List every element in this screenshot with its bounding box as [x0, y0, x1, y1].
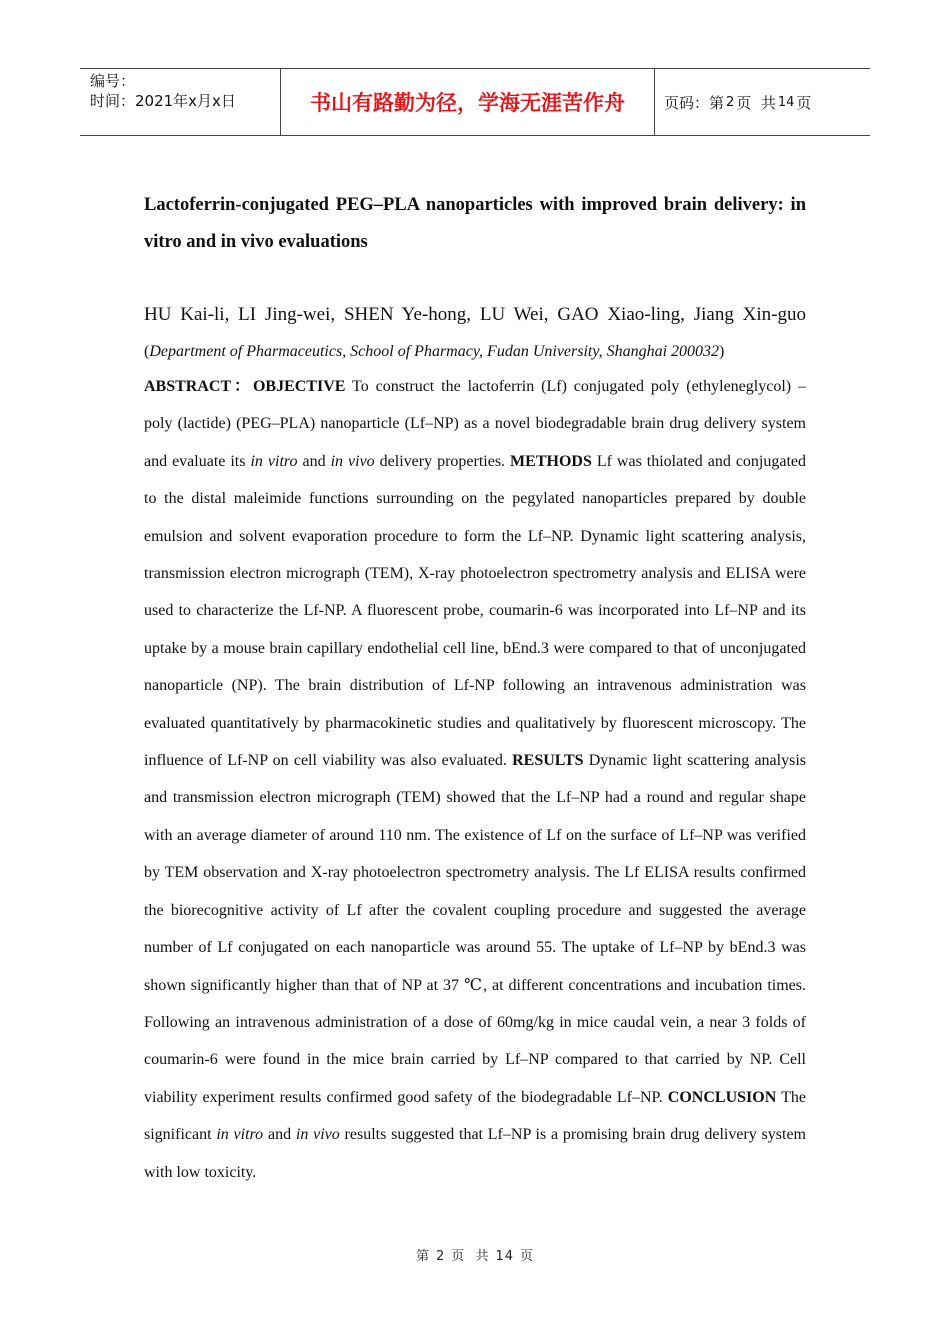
in-vivo-term-1: in vivo: [330, 452, 375, 470]
in-vivo-term-2: in vivo: [295, 1126, 340, 1144]
affiliation-text: Department of Pharmaceutics, School of Pharmacy, Fudan University, Shanghai 200032: [149, 343, 720, 360]
conclusion-text-2: results suggested that Lf–NP is a promising brain drug delivery system with low toxicity.: [144, 1126, 806, 1181]
page-footer: [0, 1245, 950, 1264]
header-page-mid: 页 共: [736, 93, 776, 112]
footer-mid: 页 共: [451, 1249, 490, 1264]
header-page-suffix: 页: [796, 93, 812, 112]
footer-suffix: 页: [520, 1249, 535, 1264]
conclusion-text-1: The significant: [144, 1088, 806, 1144]
paper-authors: HU Kai-li, LI Jing-wei, SHEN Ye-hong, LU Wei, GAO Xiao-ling, Jiang Xin-guo: [144, 304, 806, 325]
affiliation-open-paren: (: [144, 343, 150, 360]
header-page-current: 2: [726, 94, 735, 110]
document-date: 时间：2021年x月x日: [90, 92, 236, 110]
header-page-info: [655, 69, 870, 135]
results-label: RESULTS: [512, 752, 584, 770]
paper-abstract: [144, 368, 806, 1191]
in-vitro-term-2: in vitro: [216, 1126, 264, 1144]
document-number-label: 编号：: [90, 72, 136, 90]
results-text: Dynamic light scattering analysis and transmission electron micrograph (TEM) showed that the Lf–NP had a round and regular shape with an average diameter of around 110 nm. The existence of Lf on the surface of Lf–NP was verified by TEM observation and X-ray photoelectron spectrometry analysis. The Lf ELISA results confirmed the biorecognitive activity of Lf after the covalent coupling procedure and suggested the average number of Lf conjugated on each nanoparticle was around 55. The uptake of Lf–NP by bEnd.3 was shown significantly higher than that of NP at 37 ℃, at different concentrations and incubation times. Following an intravenous administration of a dose of 60mg/kg in mice caudal vein, a near 3 folds of coumarin-6 were found in the mice brain carried by Lf–NP compared to that carried by NP. Cell viability experiment results confirmed good safety of the biodegradable Lf–NP.: [144, 752, 806, 1106]
paper-affiliation: [144, 335, 806, 369]
header-meta: [80, 69, 281, 135]
paper-title: Lactoferrin-conjugated PEG–PLA nanoparticles with improved brain delivery: in vitro and in vivo evaluations: [144, 195, 806, 252]
and-connector-1: and: [297, 452, 331, 470]
methods-text: Lf was thiolated and conjugated to the distal maleimide functions surrounding on the pegylated nanoparticles prepared by double emulsion and solvent evaporation procedure to form the Lf–NP. Dynamic light scattering analysis, transmission electron micrograph (TEM), X-ray photoelectron spectrometry analysis and ELISA were used to characterize the Lf-NP. A fluorescent probe, coumarin-6 was incorporated into Lf–NP and its uptake by a mouse brain capillary endothelial cell line, bEnd.3 were compared to that of unconjugated nanoparticle (NP). The brain distribution of Lf-NP following an intravenous administration was evaluated quantitatively by pharmacokinetic studies and qualitatively by fluorescent microscopy. The influence of Lf-NP on cell viability was also evaluated.: [144, 452, 807, 770]
in-vitro-term-1: in vitro: [250, 452, 298, 470]
conclusion-label: CONCLUSION: [667, 1088, 777, 1106]
affiliation-close-paren: ): [719, 343, 725, 360]
objective-text-1: To construct the lactoferrin (Lf) conjugated poly (ethyleneglycol) – poly (lactide) (PEG–PLA) nanoparticle (Lf–NP) as a novel biodegradable brain drug delivery system and evaluate its: [144, 378, 806, 470]
abstract-label: ABSTRACT：: [144, 378, 253, 395]
objective-text-2: delivery properties.: [374, 452, 511, 470]
header-page-total: 14: [777, 94, 795, 110]
document-header: [80, 68, 870, 136]
footer-page-current: 2: [435, 1249, 446, 1264]
header-motto: 书山有路勤为径，学海无涯苦作舟: [281, 69, 655, 135]
footer-prefix: 第: [415, 1249, 430, 1264]
methods-label: METHODS: [510, 452, 592, 470]
objective-label: OBJECTIVE: [252, 378, 346, 395]
header-page-prefix: 页码：第: [664, 93, 725, 112]
and-connector-2: and: [263, 1126, 296, 1144]
footer-page-total: 14: [495, 1249, 515, 1264]
